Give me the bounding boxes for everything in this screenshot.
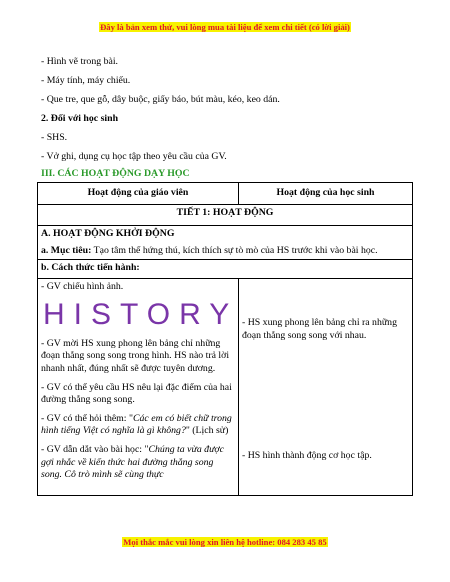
response-motivation: - HS hình thành động cơ học tập. — [242, 450, 372, 462]
teacher-material-3: - Que tre, que gỗ, dây buộc, giấy báo, bút màu, kéo, keo dán. — [41, 94, 280, 105]
teacher-material-1: - Hình vẽ trong bài. — [41, 56, 118, 67]
student-heading: 2. Đối với học sinh — [41, 113, 119, 124]
step-show-image: - GV chiếu hình ảnh. — [41, 281, 124, 293]
section-title: III. CÁC HOẠT ĐỘNG DẠY HỌC — [41, 168, 190, 179]
table-header-row — [38, 183, 413, 205]
period-row — [38, 205, 413, 226]
teacher-steps-cell — [38, 279, 239, 496]
history-image: HISTORY — [43, 297, 239, 331]
goal-label: a. Mục tiêu: — [41, 244, 92, 256]
step-invite-students: - GV mời HS xung phong lên bảng chỉ những đoạn thẳng song song trong hình. HS nào trả lời nhanh nhất, đúng nhất sẽ được tuyên dương. — [41, 337, 230, 374]
method-row — [38, 260, 413, 279]
activity-table — [37, 182, 413, 496]
method-label: b. Cách thức tiến hành: — [38, 260, 413, 279]
col-teacher-header: Hoạt động của giáo viên — [38, 183, 239, 205]
goal-cell — [38, 226, 413, 260]
step-ask-meaning: - GV có thể hỏi thêm: "Các em có biết chữ trong hình tiếng Việt có nghĩa là gì không?" (Lịch sử) — [41, 412, 232, 437]
period-title: TIẾT 1: HOẠT ĐỘNG — [38, 205, 413, 226]
response-point-lines: - HS xung phong lên bảng chỉ ra những đoạn thẳng song song với nhau. — [242, 317, 397, 341]
student-material-2: - Vở ghi, dụng cụ học tập theo yêu cầu của GV. — [41, 151, 227, 162]
teacher-material-2: - Máy tính, máy chiếu. — [41, 75, 131, 86]
preview-notice: Đây là bản xem thử, vui lòng mua tài liệu để xem chi tiết (có lời giải) — [100, 22, 350, 32]
goal-row — [38, 226, 413, 260]
part-a-title: A. HOẠT ĐỘNG KHỞI ĐỘNG — [41, 228, 175, 239]
student-material-1: - SHS. — [41, 132, 68, 143]
goal-text: Tạo tâm thế hứng thú, kích thích sự tò mò của HS trước khi vào bài học. — [91, 244, 378, 256]
steps-row — [38, 279, 413, 496]
hotline-footer: Mọi thắc mắc vui lòng xin liên hệ hotline: 084 283 45 85 — [123, 537, 327, 547]
step-lead-in: - GV dẫn dắt vào bài học: "Chúng ta vừa được gợi nhắc về kiến thức hai đường thẳng song song. Cô trò mình sẽ cùng thực — [41, 443, 224, 481]
goal-paragraph — [41, 245, 409, 258]
col-student-header: Hoạt động của học sinh — [239, 183, 413, 205]
step-ask-features: - GV có thể yêu cầu HS nêu lại đặc điểm của hai đường thẳng song song. — [41, 381, 232, 406]
student-steps-cell — [239, 279, 413, 496]
